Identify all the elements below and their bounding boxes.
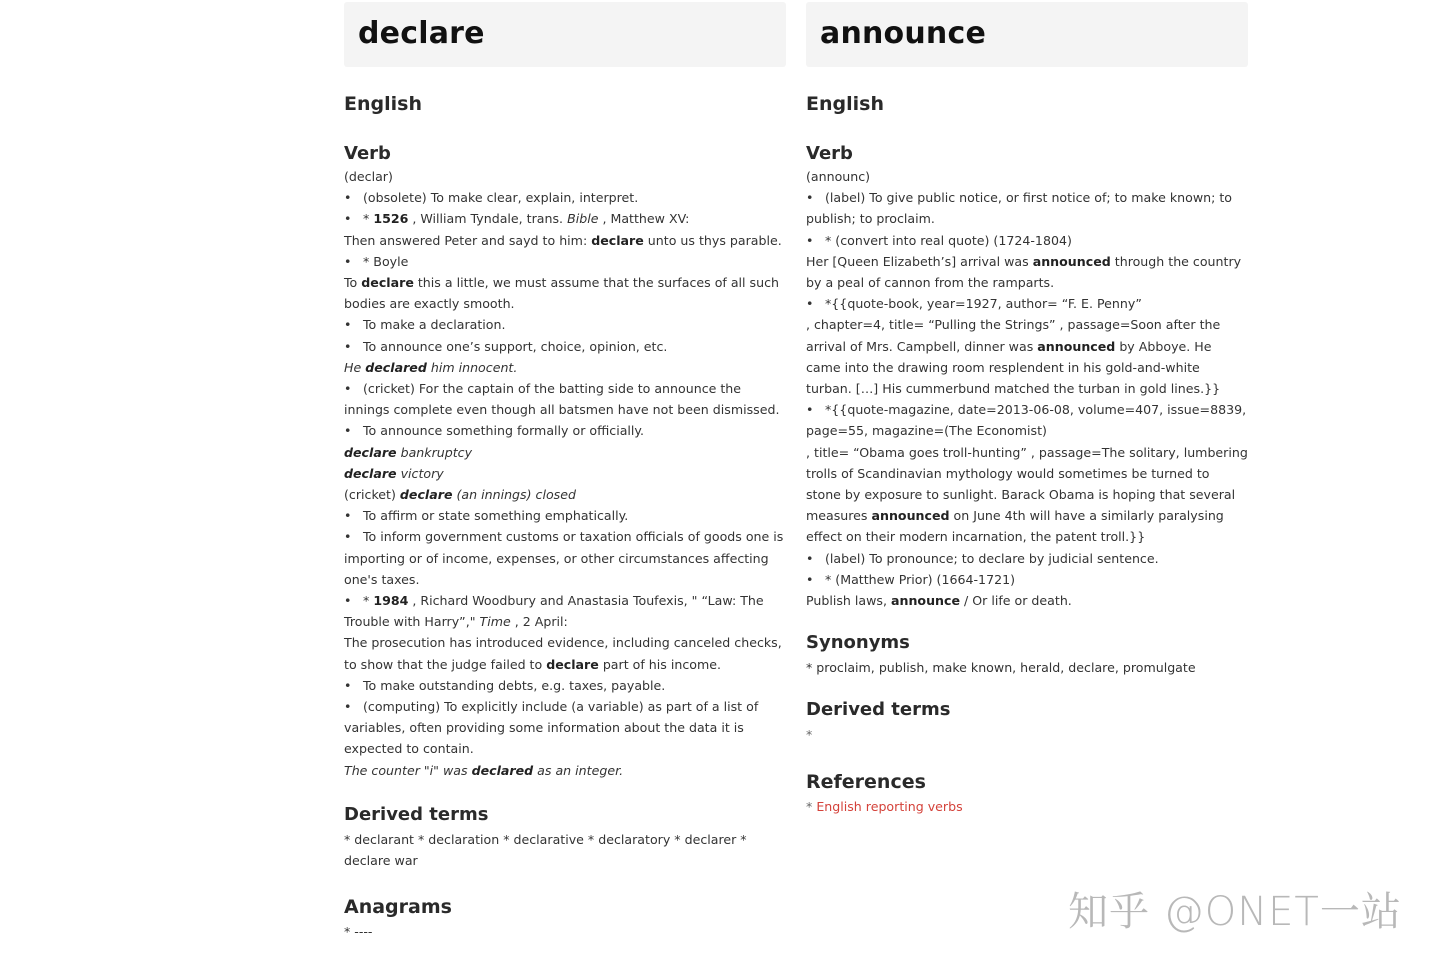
- text: , chapter=4, title= “Pulling the Strings” , passage=Soon after the arrival of Mrs. Campbell, dinner was: [806, 317, 1221, 354]
- entries-list: [806, 187, 1248, 611]
- definition-item: [806, 230, 1248, 251]
- headword-highlight: declare: [399, 487, 453, 503]
- anagrams-text: * ----: [344, 924, 373, 940]
- text: through the country by a peal of cannon from the ramparts.: [806, 253, 1242, 291]
- definition-item: [806, 548, 1248, 569]
- definitions: [806, 166, 1248, 611]
- headword-highlight: announce: [890, 593, 961, 609]
- entries-list: [344, 187, 786, 781]
- headword-highlight: declare: [546, 656, 599, 672]
- text: as an integer.: [533, 762, 624, 778]
- references-list: [806, 796, 1248, 817]
- derived-terms-heading: Derived terms: [344, 803, 489, 825]
- definition-item: [344, 590, 786, 632]
- definitions: [344, 166, 786, 781]
- definition-item: [344, 675, 786, 696]
- text: (an innings) closed: [452, 487, 576, 503]
- word-header: [344, 2, 786, 67]
- definition-text: To inform government customs or taxation officials of goods one is importing or of income, expenses, or other circumstances affecting one's taxes.: [344, 529, 784, 587]
- headword-highlight: declared: [365, 359, 427, 375]
- stem: (announc): [806, 169, 871, 184]
- definition-text: To make a declaration.: [363, 317, 506, 333]
- headword-highlight: declare: [344, 465, 397, 481]
- reference-link-english-reporting-verbs[interactable]: English reporting verbs: [816, 798, 963, 814]
- definition-item: [344, 420, 786, 441]
- definition-text: (cricket) For the captain of the batting side to announce the innings complete even though all batsmen have not been dismissed.: [344, 381, 780, 418]
- text: this a little, we must assume that the surfaces of all such bodies are exactly smooth.: [344, 275, 780, 312]
- text: To: [344, 275, 362, 291]
- derived-terms-text: *: [806, 727, 813, 743]
- headword-highlight: announced: [871, 508, 950, 524]
- text: part of his income.: [598, 656, 721, 672]
- text: / Or life or death.: [960, 593, 1072, 609]
- definition-text: To announce one’s support, choice, opinion, etc.: [363, 338, 668, 354]
- stem: (declar): [344, 169, 393, 184]
- entry-column-declare: [344, 2, 786, 943]
- text: Publish laws,: [806, 593, 891, 609]
- example-line: [344, 463, 786, 484]
- text: He: [344, 359, 366, 375]
- definition-item: [806, 187, 1248, 229]
- text: The prosecution has introduced evidence, including canceled checks, to show that the judge failed to: [344, 635, 782, 672]
- headword-highlight: 1984: [373, 593, 409, 609]
- synonyms-text: * proclaim, publish, make known, herald, declare, promulgate: [806, 660, 1196, 676]
- text: unto us thys parable.: [643, 232, 782, 248]
- synonyms-heading: Synonyms: [806, 632, 910, 654]
- text: , Matthew XV:: [598, 211, 690, 227]
- example-line: [806, 590, 1248, 611]
- definition-text: (label) To give public notice, or first notice of; to make known; to publish; to proclaim.: [806, 190, 1233, 227]
- word-title: announce: [820, 16, 987, 51]
- text: (cricket): [344, 487, 400, 503]
- reference-bullet: *: [806, 798, 817, 814]
- definition-item: [806, 569, 1248, 590]
- headword-highlight: declared: [471, 762, 534, 778]
- definition-item: [806, 293, 1248, 314]
- definition-text: To announce something formally or officially.: [363, 423, 645, 439]
- headword-highlight: announced: [1032, 253, 1111, 269]
- definition-text: (computing) To explicitly include (a variable) as part of a list of variables, often providing some information about the data it is expected to contain.: [344, 699, 759, 757]
- definition-text: *{{quote-book, year=1927, author= “F. E. Penny”: [825, 296, 1142, 312]
- text: Her [Queen Elizabeth’s] arrival was: [806, 253, 1033, 269]
- definition-item: [344, 526, 786, 590]
- text: , 2 April:: [510, 614, 568, 630]
- definition-item: [344, 378, 786, 420]
- derived-terms-text: * declarant * declaration * declarative * declaratory * declarer * declare war: [344, 831, 747, 869]
- definition-text: * (convert into real quote) (1724-1804): [825, 232, 1072, 248]
- definition-text: To affirm or state something emphatically.: [363, 508, 629, 524]
- definition-item: [344, 251, 786, 272]
- example-line: [344, 760, 786, 781]
- definition-text: * Boyle: [363, 253, 409, 269]
- text: victory: [396, 465, 444, 481]
- entry-column-announce: [806, 2, 1248, 817]
- headword-highlight: announced: [1037, 338, 1116, 354]
- definition-item: [344, 336, 786, 357]
- text: , title= “Obama goes troll-hunting” , passage=The solitary, lumbering trolls of Scandinavian mythology would sometimes be turned to stone by exposure to sunlight. Barack Obama is hoping that several measures: [806, 444, 1248, 524]
- word-header: [806, 2, 1248, 67]
- example-line: [344, 632, 786, 674]
- text: him innocent.: [426, 359, 518, 375]
- example-line: [344, 230, 786, 251]
- definition-text: (label) To pronounce; to declare by judicial sentence.: [825, 550, 1159, 566]
- text: The counter "i" was: [344, 762, 472, 778]
- text: *: [363, 593, 374, 609]
- definition-text: * (Matthew Prior) (1664-1721): [825, 571, 1016, 587]
- derived-terms-heading: Derived terms: [806, 699, 951, 721]
- text: bankruptcy: [396, 444, 473, 460]
- example-line: [344, 442, 786, 463]
- example-line: [344, 272, 786, 314]
- text: , William Tyndale, trans.: [408, 211, 568, 227]
- definition-text: To make outstanding debts, e.g. taxes, payable.: [363, 677, 666, 693]
- example-line: [344, 357, 786, 378]
- references-heading: References: [806, 770, 926, 793]
- definition-text: (obsolete) To make clear, explain, interpret.: [363, 190, 639, 206]
- anagrams-heading: Anagrams: [344, 896, 452, 919]
- pos-heading: Verb: [344, 143, 391, 164]
- definition-text: *{{quote-magazine, date=2013-06-08, volume=407, issue=8839, page=55, magazine=(The Economist): [806, 402, 1247, 439]
- example-line: [344, 484, 786, 505]
- source-title: Bible: [567, 211, 599, 227]
- headword-highlight: 1526: [373, 211, 409, 227]
- text: *: [363, 211, 374, 227]
- definition-item: [344, 314, 786, 335]
- headword-highlight: declare: [344, 444, 397, 460]
- pos-heading: Verb: [806, 143, 853, 164]
- text: , Richard Woodbury and Anastasia Toufexis, " “Law: The Trouble with Harry”,": [344, 593, 764, 630]
- text: by Abboye. He came into the drawing room resplendent in his gold-and-white turban. […] His cummerbund matched the turban in gold lines.}}: [806, 338, 1221, 397]
- language-heading: English: [806, 93, 884, 115]
- headword-highlight: declare: [591, 232, 644, 248]
- example-line: [806, 442, 1248, 548]
- definition-item: [344, 187, 786, 208]
- definition-item: [344, 696, 786, 760]
- text: Then answered Peter and sayd to him:: [344, 232, 592, 248]
- source-title: Time: [479, 614, 511, 630]
- word-title: declare: [358, 16, 485, 51]
- headword-highlight: declare: [361, 275, 414, 291]
- definition-item: [344, 505, 786, 526]
- definition-item: [806, 399, 1248, 441]
- example-line: [806, 251, 1248, 293]
- watermark: 知乎 @ONET一站: [1068, 889, 1402, 935]
- text: on June 4th will have a similarly paralysing effect on their modern incarnation, the patent troll.}}: [806, 508, 1224, 545]
- example-line: [806, 314, 1248, 399]
- definition-item: [344, 208, 786, 229]
- language-heading: English: [344, 93, 422, 115]
